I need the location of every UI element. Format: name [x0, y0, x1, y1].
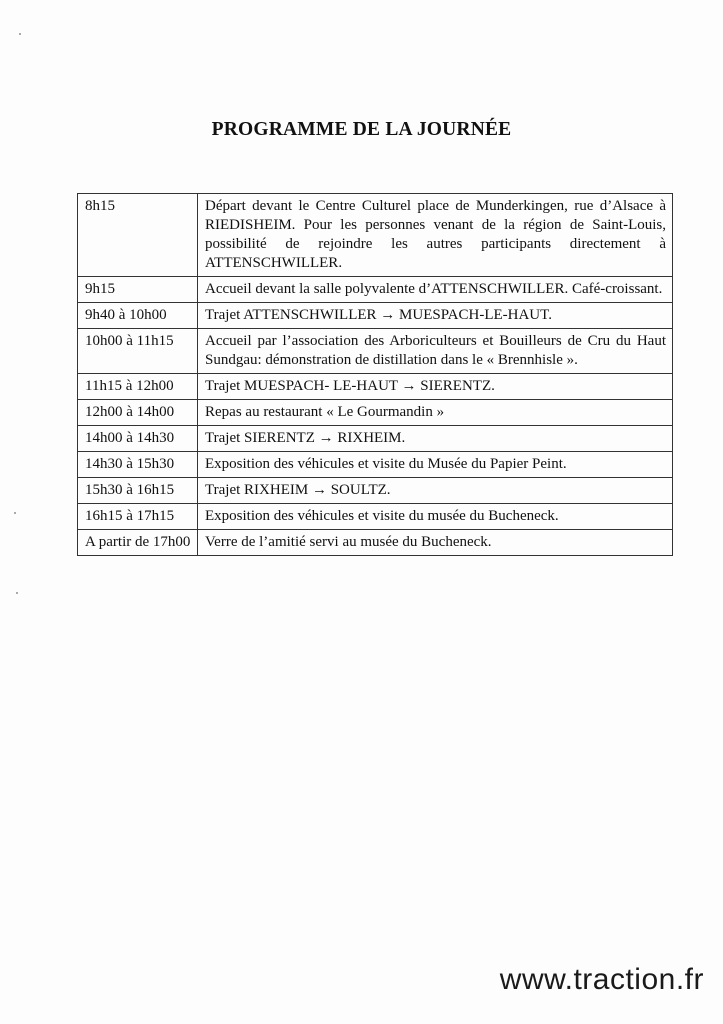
schedule-description: Trajet RIXHEIM → SOULTZ. — [198, 478, 673, 504]
table-row — [78, 530, 673, 556]
schedule-description: Trajet ATTENSCHWILLER → MUESPACH-LE-HAUT. — [198, 303, 673, 329]
table-row — [78, 194, 673, 277]
table-row — [78, 400, 673, 426]
table-row — [78, 426, 673, 452]
schedule-time: 10h00 à 11h15 — [78, 329, 198, 374]
table-row — [78, 277, 673, 303]
schedule-table — [77, 193, 673, 556]
watermark: www.traction.fr — [499, 963, 704, 996]
schedule-time: 8h15 — [78, 194, 198, 277]
table-row — [78, 329, 673, 374]
schedule-description: Exposition des véhicules et visite du Musée du Papier Peint. — [198, 452, 673, 478]
table-row — [78, 374, 673, 400]
table-row — [78, 504, 673, 530]
schedule-description: Trajet MUESPACH- LE-HAUT → SIERENTZ. — [198, 374, 673, 400]
schedule-time: 11h15 à 12h00 — [78, 374, 198, 400]
schedule-description: Trajet SIERENTZ → RIXHEIM. — [198, 426, 673, 452]
table-row — [78, 303, 673, 329]
schedule-description: Accueil devant la salle polyvalente d’ATTENSCHWILLER. Café-croissant. — [198, 277, 673, 303]
schedule-time: A partir de 17h00 — [78, 530, 198, 556]
schedule-description: Exposition des véhicules et visite du musée du Bucheneck. — [198, 504, 673, 530]
schedule-time: 16h15 à 17h15 — [78, 504, 198, 530]
scan-speck — [14, 512, 16, 514]
schedule-time: 9h15 — [78, 277, 198, 303]
schedule-time: 9h40 à 10h00 — [78, 303, 198, 329]
schedule-description: Repas au restaurant « Le Gourmandin » — [198, 400, 673, 426]
table-row — [78, 452, 673, 478]
scan-speck — [16, 592, 18, 594]
schedule-time: 14h00 à 14h30 — [78, 426, 198, 452]
schedule-time: 15h30 à 16h15 — [78, 478, 198, 504]
schedule-time: 12h00 à 14h00 — [78, 400, 198, 426]
schedule-time: 14h30 à 15h30 — [78, 452, 198, 478]
schedule-description: Verre de l’amitié servi au musée du Bucheneck. — [198, 530, 673, 556]
table-row — [78, 478, 673, 504]
scan-speck — [19, 33, 21, 35]
schedule-description: Départ devant le Centre Culturel place de Munderkingen, rue d’Alsace à RIEDISHEIM. Pour les personnes venant de la région de Saint-Louis, possibilité de rejoindre les autres participants directement à ATTENSCHWILLER. — [198, 194, 673, 277]
page-title: PROGRAMME DE LA JOURNÉE — [211, 119, 512, 140]
schedule-description: Accueil par l’association des Arboriculteurs et Bouilleurs de Cru du Haut Sundgau: démonstration de distillation dans le « Brennhisle ». — [198, 329, 673, 374]
